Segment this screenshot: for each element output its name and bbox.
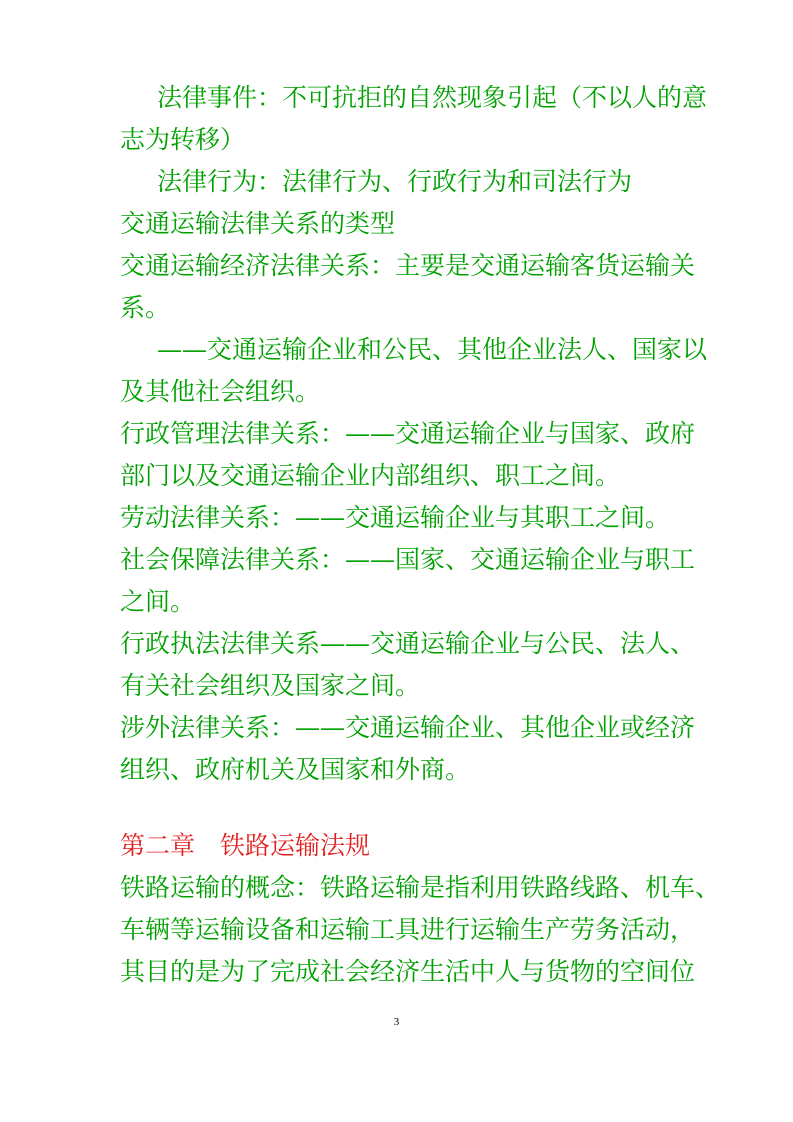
paragraph-line: 及其他社会组织。 xyxy=(120,377,321,406)
chapter-heading: 第二章 铁路运输法规 xyxy=(120,831,371,860)
paragraph-line: ——交通运输企业和公民、其他企业法人、国家以 xyxy=(157,335,708,364)
paragraph-line: 之间。 xyxy=(120,587,196,616)
page-number: 3 xyxy=(393,1016,400,1028)
paragraph-line: 组织、政府机关及国家和外商。 xyxy=(120,755,471,784)
paragraph-line: 有关社会组织及国家之间。 xyxy=(120,671,421,700)
paragraph-line: 铁路运输的概念：铁路运输是指利用铁路线路、机车、 xyxy=(120,873,721,902)
paragraph-line: 志为转移） xyxy=(120,125,246,154)
paragraph-line: 行政管理法律关系：——交通运输企业与国家、政府 xyxy=(120,419,696,448)
paragraph-line: 行政执法法律关系——交通运输企业与公民、法人、 xyxy=(120,629,696,658)
paragraph-line: 法律事件：不可抗拒的自然现象引起（不以人的意 xyxy=(157,83,708,112)
section-heading: 交通运输法律关系的类型 xyxy=(120,209,396,238)
paragraph-line: 系。 xyxy=(120,293,171,322)
paragraph-line: 劳动法律关系：——交通运输企业与其职工之间。 xyxy=(120,503,671,532)
paragraph-line: 其目的是为了完成社会经济生活中人与货物的空间位 xyxy=(120,957,696,986)
paragraph-line: 交通运输经济法律关系：主要是交通运输客货运输关 xyxy=(120,251,696,280)
paragraph-line: 涉外法律关系：——交通运输企业、其他企业或经济 xyxy=(120,713,696,742)
paragraph-line: 车辆等运输设备和运输工具进行运输生产劳务活动， xyxy=(120,915,696,944)
paragraph-line: 部门以及交通运输企业内部组织、职工之间。 xyxy=(120,461,621,490)
paragraph-line: 法律行为：法律行为、行政行为和司法行为 xyxy=(157,167,633,196)
paragraph-line: 社会保障法律关系：——国家、交通运输企业与职工 xyxy=(120,545,696,574)
